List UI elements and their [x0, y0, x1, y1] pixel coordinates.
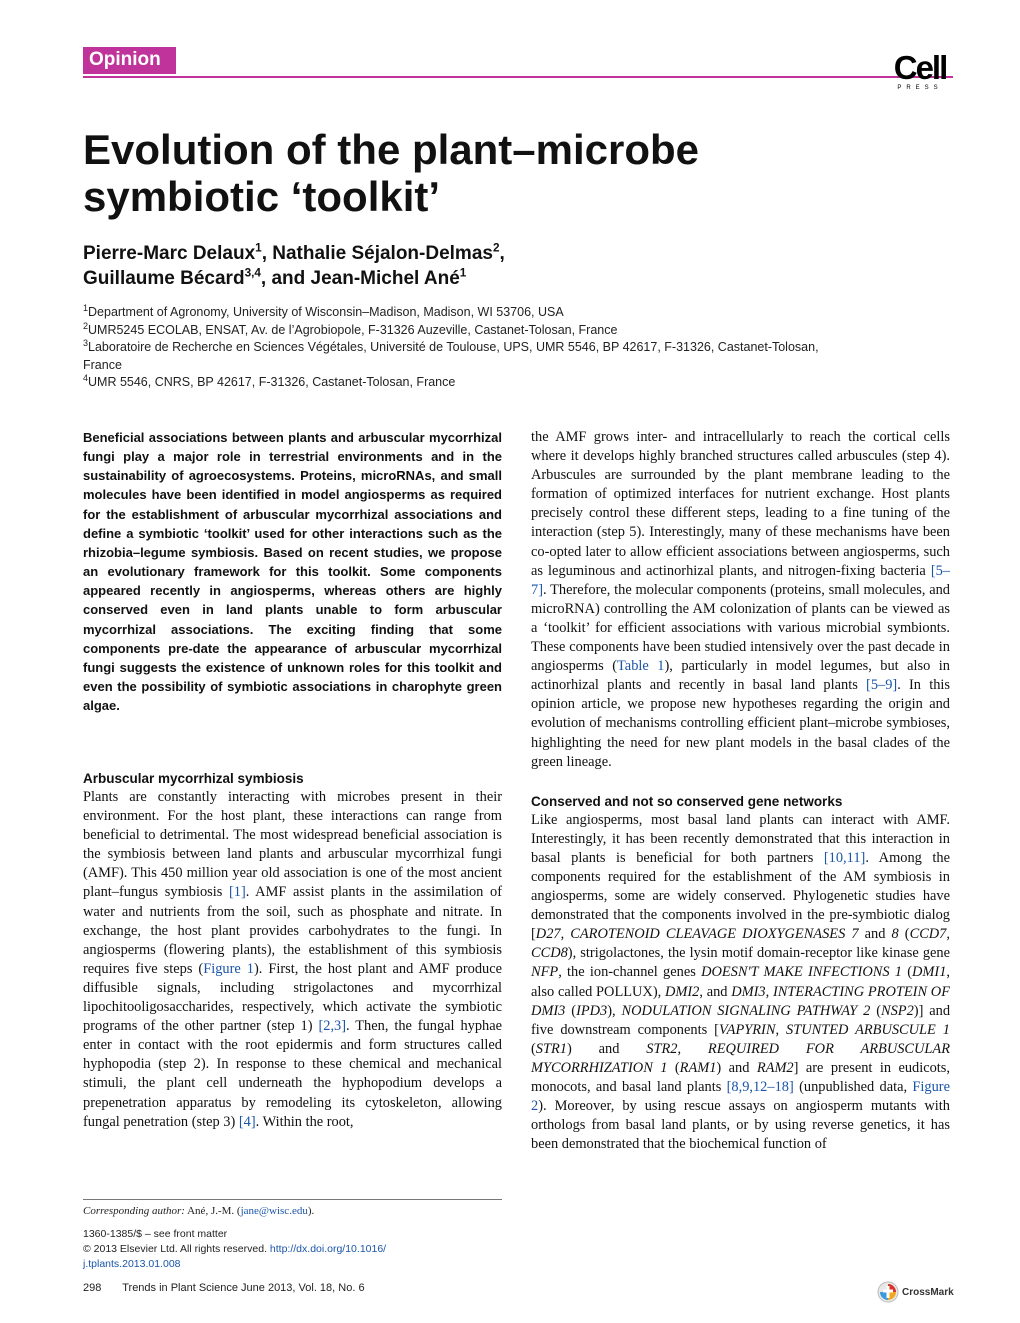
body-paragraph: Like angiosperms, most basal land plants can interact with AMF. Interestingly, it has been recently demonstrated that this interaction in basal plants is beneficial for both partners [10,11]. Among the components required for the establishment of the AM symbiosis in angiosperms, some are widely conserved. Phylogenetic studies have demonstrated that the components involved in the pre-symbiotic dialog [D27, CAROTENOID CLEAVAGE DIOXYGENASES 7 and 8 (CCD7, CCD8), strigolactones, the lysin motif domain-receptor like kinase gene NFP, the ion-channel genes DOESN'T MAKE INFECTIONS 1 (DMI1, also called POLLUX), DMI2, and DMI3, INTERACTING PROTEIN OF DMI3 (IPD3), NODULATION SIGNALING PATHWAY 2 (NSP2)] and five downstream components [VAPYRIN, STUNTED ARBUSCULE 1 (STR1) and STR2, REQUIRED FOR ARBUSCULAR MYCORRHIZATION 1 (RAM1) and RAM2] are present in eudicots, monocots, and basal land plants [8,9,12–18] (unpublished data, Figure 2). Moreover, by using rescue assays on angiosperm mutants with orthologs from basal land plants, or by using reverse genetics, it has been demonstrated that the biochemical function of	[531, 811, 951, 1153]
body-paragraph: the AMF grows inter- and intracellularly to reach the cortical cells where it develops highly branched structures called arbuscules (step 4). Arbuscules are surrounded by the plant membrane leading to the formation of optimized interfaces for nutrient exchange. Host plants precisely control these different steps, leading to a fine tuning of the interaction (step 5). Interestingly, many of these mechanisms have been co-opted later to allow efficient associations between angiosperms, such as leguminous and actinorhizal plants, and nitrogen-fixing bacteria [5–7]. Therefore, the molecular components (proteins, small molecules, and microRNA) controlling the AM colonization of plants can be viewed as a ‘toolkit’ for efficient associations with various microbial symbionts. These components have been studied intensively over the past decade in angiosperms (Table 1), particularly in model legumes, but also in actinorhizal plants and recently in basal land plants [5–9]. In this opinion article, we propose new hypotheses regarding the origin and evolution of mechanisms controlling efficient plant–microbe symbioses, highlighting the need for new plant models in the basal clades of the green lineage.	[531, 429, 951, 770]
affiliation-number: 3	[83, 337, 89, 348]
doi-link[interactable]: http://dx.doi.org/10.1016/	[269, 1243, 387, 1255]
issn-line: 1360-1385/$ – see front matter	[83, 1228, 228, 1240]
table-link[interactable]: Table 1	[617, 658, 665, 675]
author-3-affil: 3,4	[244, 266, 261, 280]
figure-link[interactable]: Figure 1	[203, 960, 254, 977]
section-label: Opinion	[83, 47, 176, 74]
affiliation-number: 4	[83, 372, 89, 383]
page-number: 298	[83, 1282, 102, 1294]
affiliation-text: UMR 5546, CNRS, BP 42617, F-31326, Castanet-Tolosan, France	[88, 375, 456, 389]
email-link[interactable]: jane@wisc.edu	[240, 1205, 308, 1217]
page-footer	[83, 1282, 503, 1294]
author-1: Pierre-Marc Delaux	[83, 243, 256, 264]
citation-link[interactable]: [8,9,12–18]	[726, 1079, 794, 1095]
citation-link[interactable]: [5–7]	[531, 562, 950, 598]
copyright-line: © 2013 Elsevier Ltd. All rights reserved. http://dx.doi.org/10.1016/	[83, 1243, 387, 1255]
citation-link[interactable]: [2,3]	[318, 1018, 347, 1035]
author-list: Pierre-Marc Delaux$^1$, Nathalie Séjalon-Delmas$^2$, Guillaume Bécard$^{3,4}$, and Jean-Michel Ané$^1$	[83, 241, 505, 289]
cell-press-logo	[888, 49, 952, 91]
section-heading: Arbuscular mycorrhizal symbiosis	[83, 771, 304, 786]
author-2: Nathalie Séjalon-Delmas	[272, 243, 493, 264]
logo-subtext: PRESS	[897, 85, 943, 91]
affiliation-number: 2	[83, 320, 89, 331]
doi-link-continued[interactable]: j.tplants.2013.01.008	[83, 1258, 181, 1270]
affiliation-text: Department of Agronomy, University of Wisconsin–Madison, Madison, WI 53706, USA	[88, 305, 564, 319]
header-rule	[83, 76, 953, 78]
crossmark-icon	[877, 1281, 899, 1303]
figure-link[interactable]: Figure 2	[531, 1079, 950, 1115]
journal-citation: Trends in Plant Science June 2013, Vol. 18, No. 6	[122, 1282, 365, 1294]
citation-link[interactable]: [5–9]	[866, 677, 898, 694]
author-4-affil: 1	[459, 266, 467, 280]
affiliation	[83, 339, 843, 374]
author-4: Jean-Michel Ané	[310, 268, 460, 289]
affiliation-number: 1	[83, 302, 89, 313]
right-column	[531, 428, 950, 1154]
author-3: Guillaume Bécard	[83, 268, 245, 289]
citation-link[interactable]: [4]	[238, 1113, 256, 1130]
author-4-prefix: and	[271, 268, 311, 289]
crossmark-badge[interactable]	[877, 1281, 954, 1303]
footnotes	[83, 1199, 502, 1272]
affiliation	[83, 322, 943, 340]
title-line-1: Evolution of the plant–microbe	[83, 126, 700, 173]
author-1-affil: 1	[255, 241, 262, 255]
citation-link[interactable]: [1]	[228, 884, 246, 901]
logo-text: Cell	[893, 49, 947, 86]
affiliation	[83, 374, 943, 392]
corresponding-author: Corresponding author: Ané, J.-M. (jane@wisc.edu).	[83, 1205, 315, 1217]
abstract: Beneficial associations between plants and arbuscular mycorrhizal fungi play a major role in terrestrial environments and in the sustainability of agroecosystems. Proteins, microRNAs, and small molecules have been identified in model angiosperms as required for the establishment of arbuscular mycorrhizal associations and define a symbiotic ‘toolkit’ used for other interactions such as the rhizobia–legume symbiosis. Based on recent studies, we propose an evolutionary framework for this toolkit. Some components appeared recently in angiosperms, whereas others are highly conserved even in land plants unable to form arbuscular mycorrhizal associations. The exciting finding that some components pre-date the appearance of arbuscular mycorrhizal fungi suggests the existence of unknown roles for this toolkit and even the possibility of symbiotic associations in charophyte green algae.	[83, 430, 502, 714]
section-heading: Conserved and not so conserved gene networks	[531, 793, 843, 809]
left-column	[83, 769, 502, 1132]
crossmark-label: CrossMark	[902, 1286, 954, 1298]
affiliation	[83, 304, 943, 322]
author-2-affil: 2	[492, 241, 500, 255]
title-line-2: symbiotic ‘toolkit’	[83, 173, 441, 220]
article-title	[83, 126, 943, 220]
body-paragraph: Plants are constantly interacting with microbes present in their environment. For the host plant, these interactions can range from beneficial to detrimental. The most widespread beneficial association is the symbiosis between land plants and arbuscular mycorrhizal fungi (AMF). This 450 million year old association is one of the most ancient plant–fungus symbiosis [1]. AMF assist plants in the assimilation of water and nutrients from the soil, such as phosphate and nitrate. In exchange, the host plant provides carbohydrates to the fungi. In angiosperms (flowering plants), the establishment of this symbiosis requires five steps (Figure 1). First, the host plant and AMF produce diffusible signals, including strigolactones and mycorrhizal lipochitooligosaccharides, respectively, which activate the symbiotic programs of the other partner (step 1) [2,3]. Then, the fungal hyphae enter in contact with the root epidermis and form structures called hyphopodia (step 2). In response to these chemical and mechanical stimuli, the plant cell underneath the hyphopodium develops a prepenetration apparatus by remodeling its cytoskeleton, allowing fungal penetration (step 3) [4]. Within the root,	[83, 789, 503, 1130]
citation-link[interactable]: [10,11]	[823, 849, 866, 866]
affiliations	[83, 304, 943, 392]
affiliation-text: UMR5245 ECOLAB, ENSAT, Av. de l’Agrobiopole, F-31326 Auzeville, Castanet-Tolosan, France	[88, 322, 618, 337]
affiliation-text: Laboratoire de Recherche en Sciences Végétales, Université de Toulouse, UPS, UMR 5546, BP 42617, F-31326, Castanet-Tolosan, France	[83, 340, 819, 372]
